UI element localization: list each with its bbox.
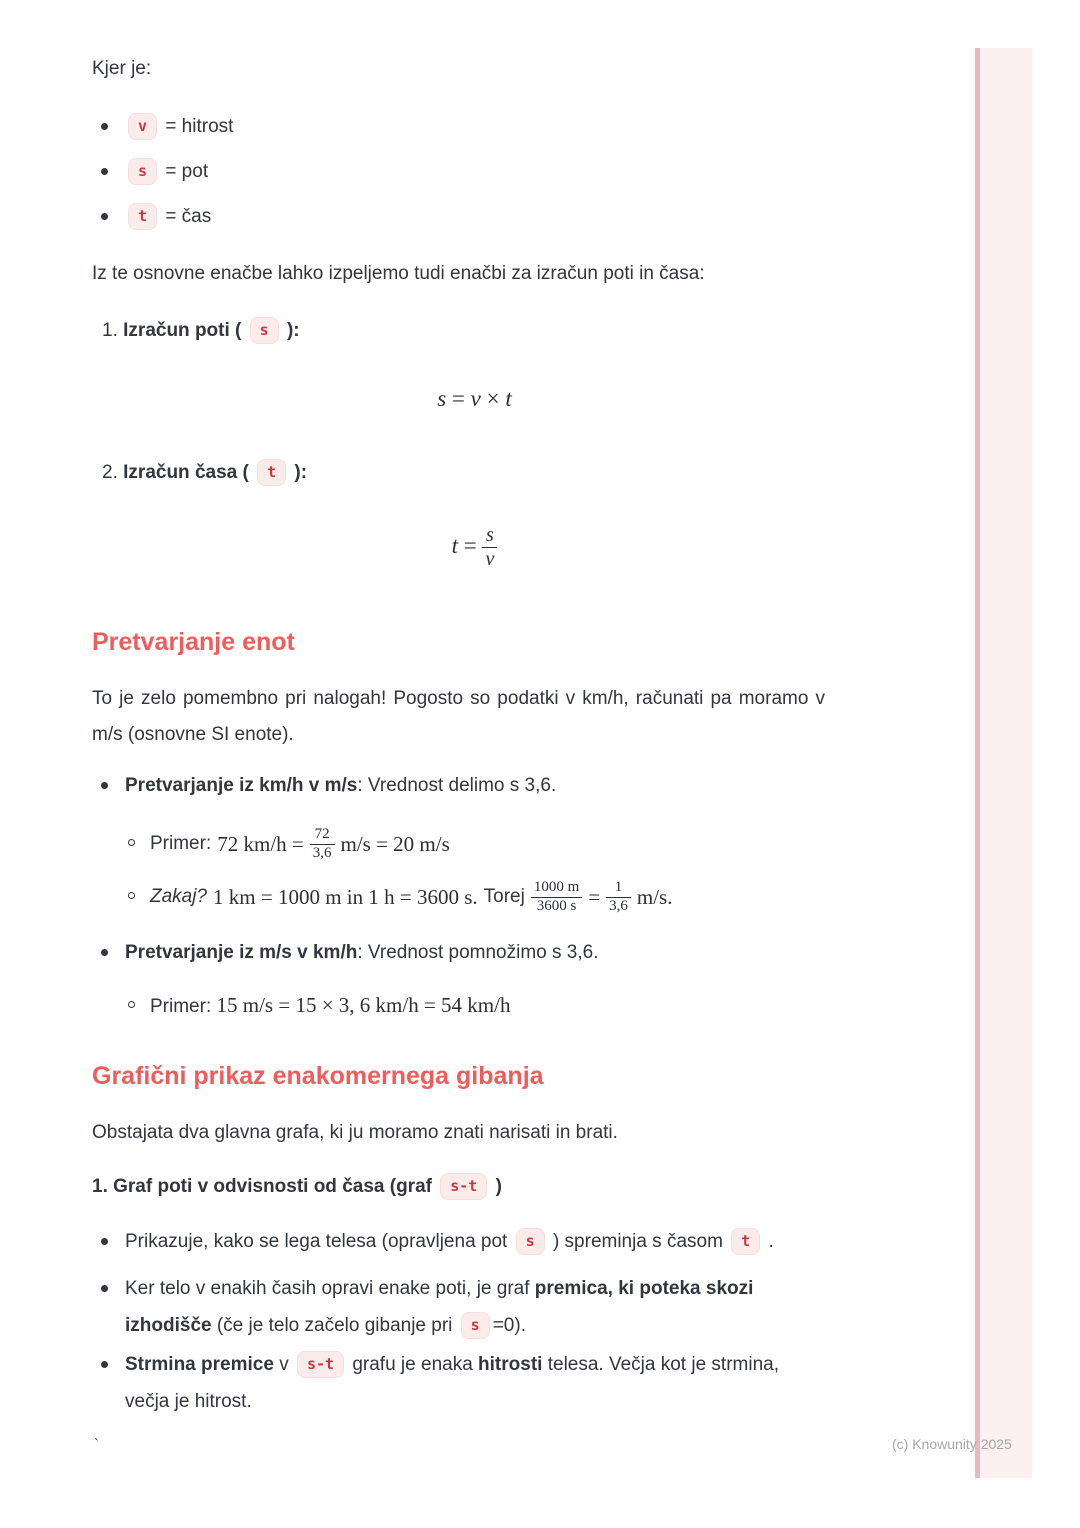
sub-item-example-72 [92,822,825,866]
code-badge-s-t: s-t [440,1173,487,1200]
why-equals: = [588,885,601,909]
bullet-dot-icon [101,1285,108,1292]
bullet-dot-icon [101,1361,108,1368]
formula-equals: = [451,386,465,411]
bullet-dot-icon [101,949,108,956]
code-badge-s: s [250,317,279,344]
bullet-dot-icon [101,123,108,130]
side-accent-bar [975,48,1032,1478]
deriv-number: 1. [102,320,118,341]
deriv-number: 2. [102,462,118,483]
fraction-denominator: v [485,548,495,570]
circle-bullet-icon [128,839,135,846]
code-badge-t: t [257,459,286,486]
bullet-text-bold2: hitrosti [478,1354,543,1375]
sub-item-example-15 [92,991,825,1021]
conversion-rule-rest: : Vrednost pomnožimo s 3,6. [357,942,599,963]
why-math-1: 1 km = 1000 m in 1 h = 3600 s. [213,885,478,909]
kjer-je-label: Kjer je: [92,58,152,79]
bullet-text-bold1: Strmina premice [125,1354,274,1375]
code-badge-t: t [128,203,157,230]
fraction-1-36 [606,879,631,915]
bullet-dot-icon [101,213,108,220]
fraction-numerator: 72 [310,826,335,844]
code-badge-s: s [516,1228,545,1255]
example-label: Primer: [150,996,212,1017]
fraction-1000m-3600s [531,879,582,915]
graph1-title [92,1173,825,1201]
list-item-kmh-to-ms [92,772,825,800]
fraction-numerator: 1 [606,879,631,897]
list-item-ms-to-kmh [92,939,825,967]
document-body [92,55,825,1420]
bullet-text-mid: (če je telo začelo gibanje pri [216,1315,453,1336]
list-item-strmina [92,1346,812,1420]
example-math-post: m/s = 20 m/s [340,832,450,856]
example-label: Primer: [150,833,212,854]
variable-desc: = hitrost [165,116,234,137]
deriv-label: Izračun poti ( [123,320,242,341]
formula-s-equals-vt [92,386,857,412]
conversion-rule-bold: Pretvarjanje iz km/h v m/s [125,775,358,796]
code-badge-t: t [731,1228,760,1255]
bullet-text-post: . [768,1231,774,1252]
example-math: 15 m/s = 15 × 3, 6 km/h = 54 km/h [216,993,511,1017]
code-badge-s: s [128,158,157,185]
variable-desc: = pot [165,161,209,182]
circle-bullet-icon [128,892,135,899]
bullet-text-pre: Prikazuje, kako se lega telesa (opravljena pot [125,1231,508,1252]
formula-var-t: t [505,386,512,411]
graph-bullet-list [92,1228,825,1420]
fraction-numerator: s [482,524,497,548]
stray-backtick-char: ` [94,1436,99,1453]
graphs-intro-text: Obstajata dva glavna grafa, ki ju moramo znati narisati in brati. [92,1122,618,1143]
code-badge-v: v [128,113,157,140]
conversion-rule-bold: Pretvarjanje iz m/s v km/h [125,942,358,963]
why-label: Zakaj? [150,886,208,907]
bullet-text-post: =0). [492,1315,526,1336]
list-item-variable-t [92,203,825,231]
graph1-title-pre: 1. Graf poti v odvisnosti od časa (graf [92,1176,432,1197]
why-connector: Torej [483,886,525,907]
list-item-premica [92,1270,812,1344]
circle-bullet-icon [128,1001,135,1008]
derivation-item-2 [92,458,825,488]
variable-desc: = čas [165,206,212,227]
bullet-text-mid1: v [279,1354,289,1375]
fraction-numerator: 1000 m [531,879,582,897]
formula-t-equals-s-over-v [92,524,857,571]
list-item-variable-s [92,158,825,186]
sub-item-why [92,875,825,919]
variable-list [92,113,825,231]
bullet-text-bold: premica, ki poteka skozi izhodišče [125,1278,754,1336]
bullet-text-mid2: grafu je enaka [352,1354,473,1375]
section-heading-pretvarjanje-enot: Pretvarjanje enot [92,628,295,656]
bullet-text-pre: Ker telo v enakih časih opravi enake poti, je graf [125,1278,530,1299]
bullet-text-mid: ) spreminja s časom [552,1231,723,1252]
fraction-denominator: 3,6 [609,897,628,914]
units-intro-paragraph: To je zelo pomembno pri nalogah! Pogosto so podatki v km/h, računati pa moramo v m/s (osnovne SI enote). [92,688,825,745]
bullet-text-post: telesa. Večja kot je strmina, večja je hitrost. [125,1354,779,1412]
conversion-rule-rest: : Vrednost delimo s 3,6. [357,775,557,796]
why-math-post: m/s. [636,885,673,909]
formula-fraction [482,524,497,571]
formula-equals: = [463,532,477,558]
fraction-denominator: 3,6 [312,844,332,861]
section-heading-graficni-prikaz: Grafični prikaz enakomernega gibanja [92,1062,544,1090]
fraction-72-36 [310,826,335,862]
formula-times: × [486,386,500,411]
deriv-label-end: ): [286,320,300,341]
formula-var-v: v [470,386,481,411]
formula-var-t: t [451,532,458,558]
copyright-watermark: (c) Knowunity 2025 [892,1436,1012,1452]
deriv-label-end: ): [294,462,308,483]
code-badge-s-t: s-t [297,1351,344,1378]
graph1-title-post: ) [495,1176,502,1197]
derive-intro-text: Iz te osnovne enačbe lahko izpeljemo tudi enačbi za izračun poti in časa: [92,263,705,284]
conversion-list [92,772,825,1021]
bullet-dot-icon [101,782,108,789]
derivation-item-1 [92,316,825,346]
fraction-denominator: 3600 s [536,897,577,914]
list-item-variable-v [92,113,825,141]
code-badge-s: s [461,1312,490,1339]
list-item-prikazuje [92,1228,825,1256]
deriv-label: Izračun časa ( [123,462,249,483]
bullet-dot-icon [101,1238,108,1245]
example-math-pre: 72 km/h = [217,832,304,856]
bullet-dot-icon [101,168,108,175]
formula-var-s: s [437,386,447,411]
